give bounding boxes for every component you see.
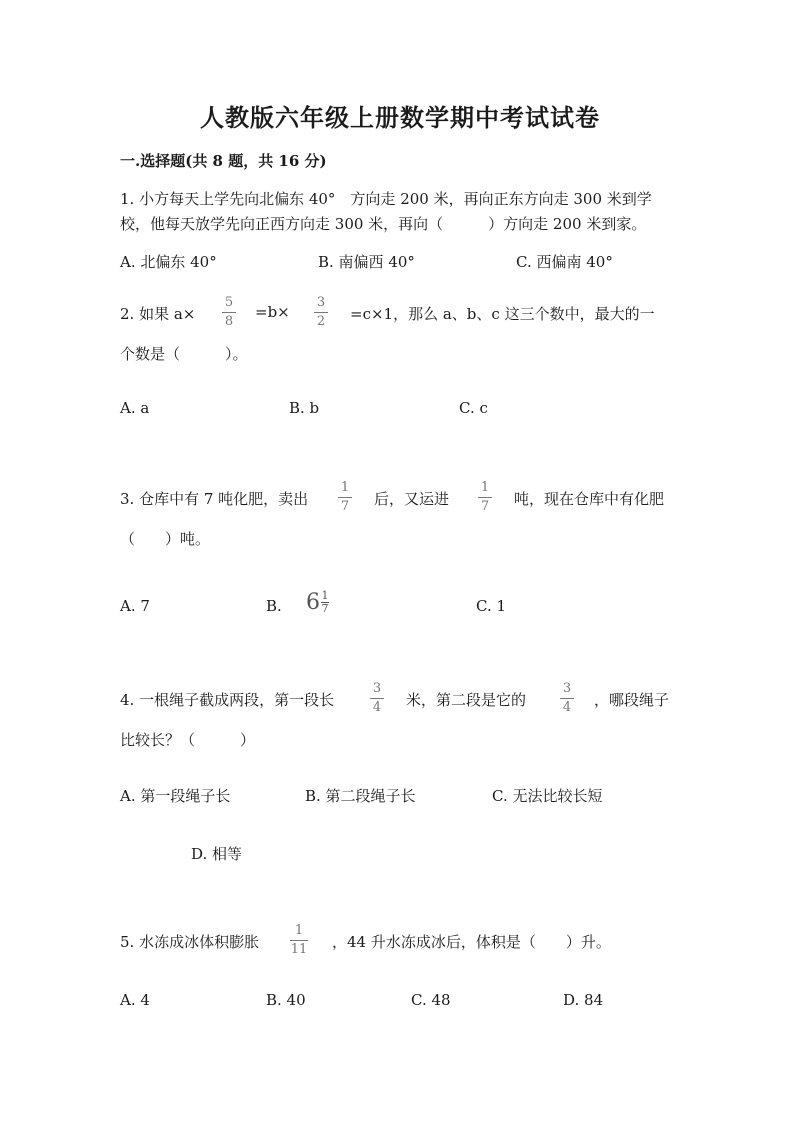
fraction-numerator: 1 [321,589,329,602]
q5-option-c[interactable]: C. 48 [411,991,451,1009]
q5-option-b[interactable]: B. 40 [266,991,306,1009]
q4-option-b[interactable]: B. 第二段绳子长 [305,787,416,805]
q3-fraction-1 [338,480,352,515]
q5-suffix: ，44 升水冻成冰后，体积是（ ）升。 [332,933,611,951]
q2-line2: 个数是（ ）。 [120,345,248,363]
q2-fraction-2 [314,295,328,330]
fraction-bar [222,312,236,313]
q3-option-a[interactable]: A. 7 [120,597,150,615]
fraction-denominator: 7 [480,499,490,514]
q3-fraction-2 [478,480,492,515]
q3-option-b[interactable]: B. [266,597,282,615]
fraction-numerator: 1 [294,923,304,938]
q4-option-a[interactable]: A. 第一段绳子长 [120,787,231,805]
q4-mid: 米，第二段是它的 [406,691,527,709]
q3-suffix: 吨，现在仓库中有化肥 [514,490,665,508]
q5-option-d[interactable]: D. 84 [563,991,604,1009]
fraction-denominator: 11 [290,942,308,957]
q2-fraction-1 [222,295,236,330]
q4-suffix: ，哪段绳子 [594,691,670,709]
q4-prefix: 4. 一根绳子截成两段，第一段长 [120,691,335,709]
q2-suffix: =c×1，那么 a、b、c 这三个数中，最大的一 [350,305,655,323]
fraction-denominator: 8 [224,314,234,329]
fraction-numerator: 3 [372,681,382,696]
fraction-denominator: 4 [562,700,572,715]
q2-prefix: 2. 如果 a× [120,305,196,323]
fraction-bar [290,940,308,941]
q2-option-b[interactable]: B. b [289,399,320,417]
fraction-numerator: 3 [562,681,572,696]
fraction-numerator: 3 [316,295,326,310]
fraction-denominator: 7 [340,499,350,514]
fraction-denominator: 2 [316,314,326,329]
fraction-bar [338,497,352,498]
q4-option-c[interactable]: C. 无法比较长短 [492,787,603,805]
q3-mid: 后，又运进 [374,490,450,508]
mixed-fraction [321,590,329,615]
fraction-bar [560,698,574,699]
q5-fraction-1 [290,923,308,958]
q3-prefix: 3. 仓库中有 7 吨化肥，卖出 [120,490,309,508]
q4-fraction-2 [560,681,574,716]
fraction-numerator: 5 [224,295,234,310]
q1-option-b[interactable]: B. 南偏西 40° [318,253,415,271]
fraction-denominator: 7 [321,602,329,615]
q1-line2: 校，他每天放学先向正西方向走 300 米，再向（ ）方向走 200 米到家。 [120,215,647,233]
fraction-bar [314,312,328,313]
fraction-numerator: 1 [480,480,490,495]
q1-option-c[interactable]: C. 西偏南 40° [516,253,613,271]
q4-line2: 比较长？（ ） [120,731,256,749]
fraction-numerator: 1 [340,480,350,495]
q2-mid: =b× [255,303,290,321]
mixed-whole: 6 [306,590,320,615]
q2-option-c[interactable]: C. c [459,399,488,417]
q2-option-a[interactable]: A. a [120,399,150,417]
q3-option-c[interactable]: C. 1 [476,597,507,615]
q4-fraction-1 [370,681,384,716]
fraction-bar [478,497,492,498]
page-title: 人教版六年级上册数学期中考试试卷 [200,103,600,132]
q3-line2: （ ）吨。 [120,530,211,548]
q3-option-b-mixed-number [306,590,329,615]
q4-option-d[interactable]: D. 相等 [191,845,243,863]
fraction-denominator: 4 [372,700,382,715]
q5-prefix: 5. 水冻成冰体积膨胀 [120,933,260,951]
q5-option-a[interactable]: A. 4 [120,991,150,1009]
section-heading: 一.选择题(共 8 题，共 16 分) [120,152,327,170]
q1-option-a[interactable]: A. 北偏东 40° [120,253,217,271]
q1-line1: 1. 小方每天上学先向北偏东 40° 方向走 200 米，再向正东方向走 300 米到学 [120,190,652,208]
fraction-bar [370,698,384,699]
